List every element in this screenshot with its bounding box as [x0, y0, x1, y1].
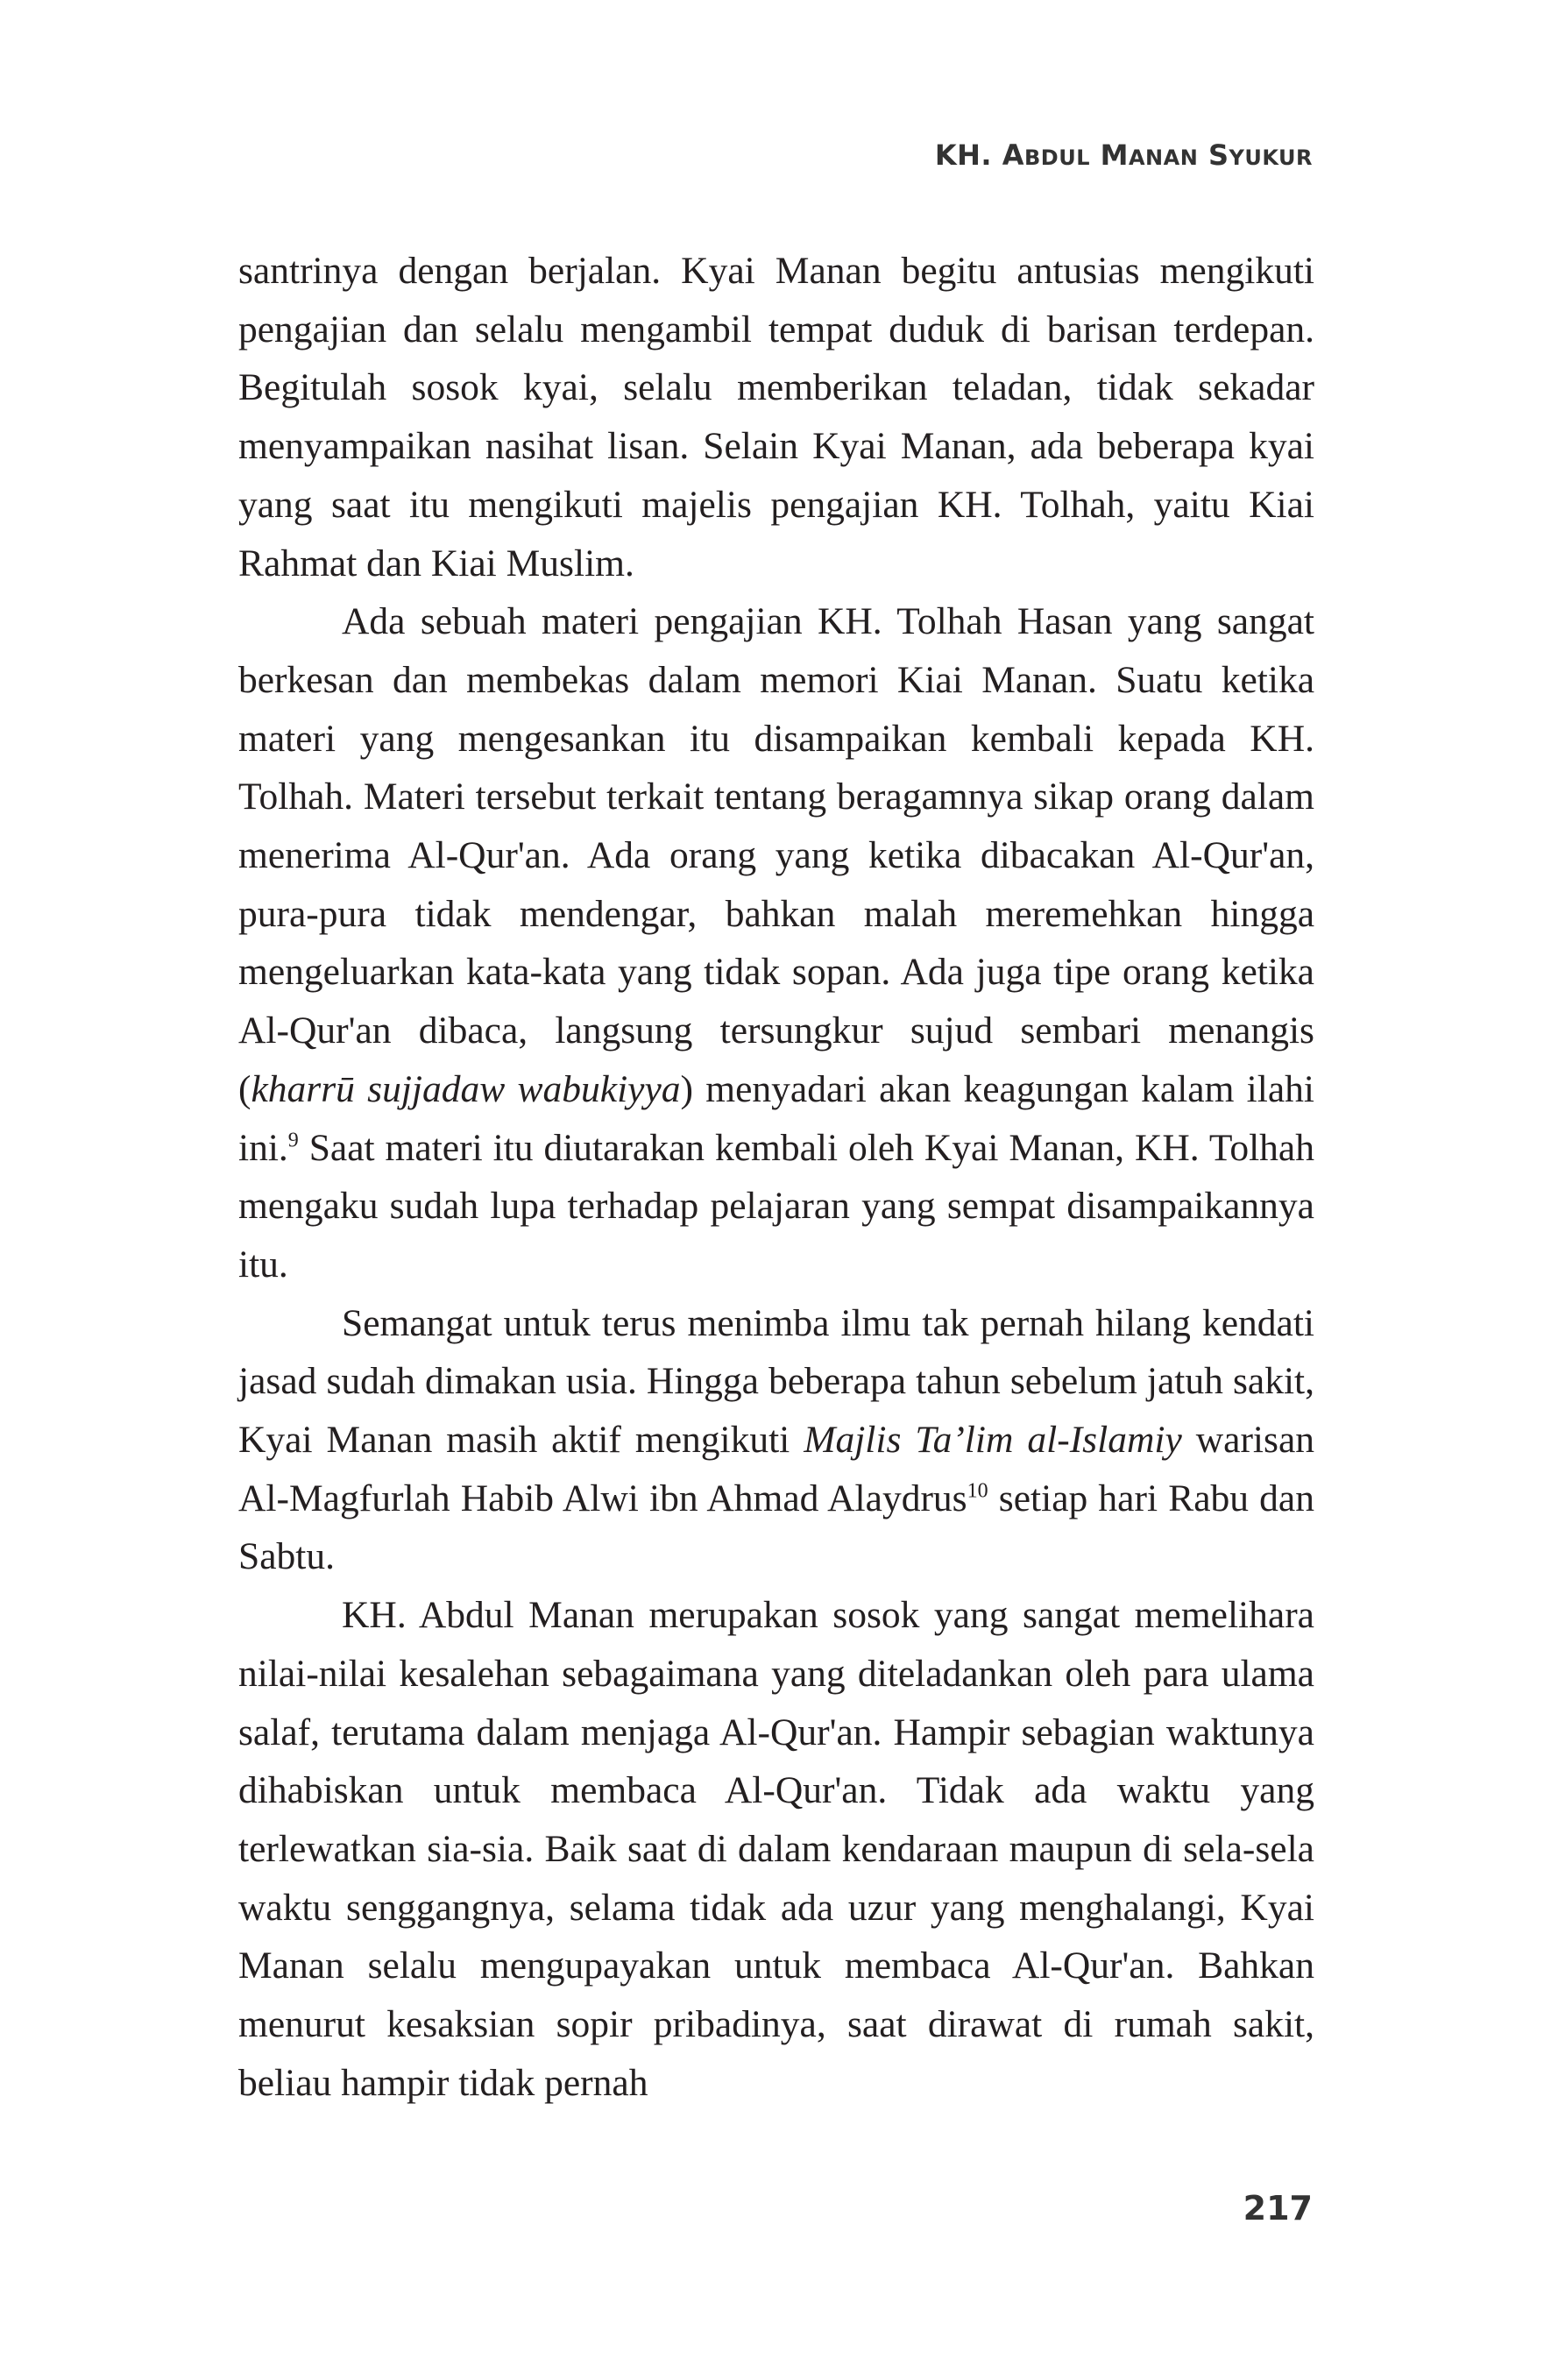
- paragraph-4: KH. Abdul Manan merupakan sosok yang sangat memelihara nilai-nilai kesalehan sebagaimana yang diteladankan oleh para ulama salaf, terutama dalam menjaga Al-Qur'an. Hampir sebagian waktunya dihabiskan untuk membaca Al-Qur'an. Tidak ada waktu yang terlewatkan sia-sia. Baik saat di dalam kendaraan maupun di sela-sela waktu senggangnya, selama tidak ada uzur yang menghalangi, Kyai Manan selalu mengupayakan untuk membaca Al-Qur'an. Bahkan menurut kesaksian sopir pribadinya, saat dirawat di rumah sakit, beliau hampir tidak pernah: [238, 1594, 1314, 2104]
- paragraph-3: [238, 1294, 1314, 1587]
- paragraph-1: santrinya dengan berjalan. Kyai Manan begitu antusias mengikuti pengajian dan selalu mengambil tempat duduk di barisan terdepan. Begitulah sosok kyai, selalu memberikan teladan, tidak sekadar menyampaikan nasihat lisan. Selain Kyai Manan, ada beberapa kyai yang saat itu mengikuti majelis pengajian KH. Tolhah, yaitu Kiai Rahmat dan Kiai Muslim.: [238, 250, 1314, 584]
- footnote-ref-9[interactable]: 9: [287, 1129, 299, 1152]
- paragraph-3-majlis-title: Majlis Ta’lim al-Islamiy: [804, 1419, 1182, 1462]
- page-number: 217: [1243, 2189, 1313, 2228]
- paragraph-2-text-c: Saat materi itu diutarakan kembali oleh Kyai Manan, KH. Tolhah mengaku sudah lupa terhadap pelajaran yang sempat disampaikannya itu.: [238, 1126, 1314, 1286]
- paragraph-2-text-b: ) menyadari akan keagungan kalam ilahi ini.: [238, 1067, 1314, 1169]
- running-head-initial: M: [1100, 138, 1129, 172]
- paragraph-3-text-b: warisan Al-Magfurlah Habib Alwi ibn Ahmad Alaydrus: [238, 1419, 1314, 1519]
- paragraph-3-text-a: Semangat untuk terus menimba ilmu tak pernah hilang kendati jasad sudah dimakan usia. Hingga beberapa tahun sebelum jatuh sakit, Kyai Manan masih aktif mengikuti: [238, 1301, 1314, 1462]
- running-head-smallcaps: YUKUR: [1229, 145, 1313, 170]
- running-head-initial: A: [1002, 138, 1024, 172]
- paragraph-2: [238, 592, 1314, 1293]
- paragraph-2-arabic-transliteration: kharrū sujjadaw wabukiyya: [251, 1067, 681, 1110]
- paragraph-3-text-c: setiap hari Rabu dan Sabtu.: [238, 1477, 1314, 1578]
- footnote-ref-10[interactable]: 10: [967, 1479, 988, 1503]
- running-head-smallcaps: BDUL: [1023, 145, 1090, 170]
- running-head-kh: KH.: [934, 138, 1002, 172]
- paragraph-2-text-a: Ada sebuah materi pengajian KH. Tolhah Hasan yang sangat berkesan dan membekas dalam memori Kiai Manan. Suatu ketika materi yang mengesankan itu disampaikan kembali kepada KH. Tolhah. Materi tersebut terkait tentang beragamnya sikap orang dalam menerima Al-Qur'an. Ada orang yang ketika dibacakan Al-Qur'an, pura-pura tidak mendengar, bahkan malah meremehkan hingga mengeluarkan kata-kata yang tidak sopan. Ada juga tipe orang ketika Al-Qur'an dibaca, langsung tersungkur sujud sembari menangis (: [238, 600, 1314, 1110]
- body-text: [238, 242, 1314, 2113]
- running-head: [935, 138, 1313, 172]
- running-head-smallcaps: ANAN: [1128, 145, 1199, 170]
- running-head-initial: S: [1208, 138, 1229, 172]
